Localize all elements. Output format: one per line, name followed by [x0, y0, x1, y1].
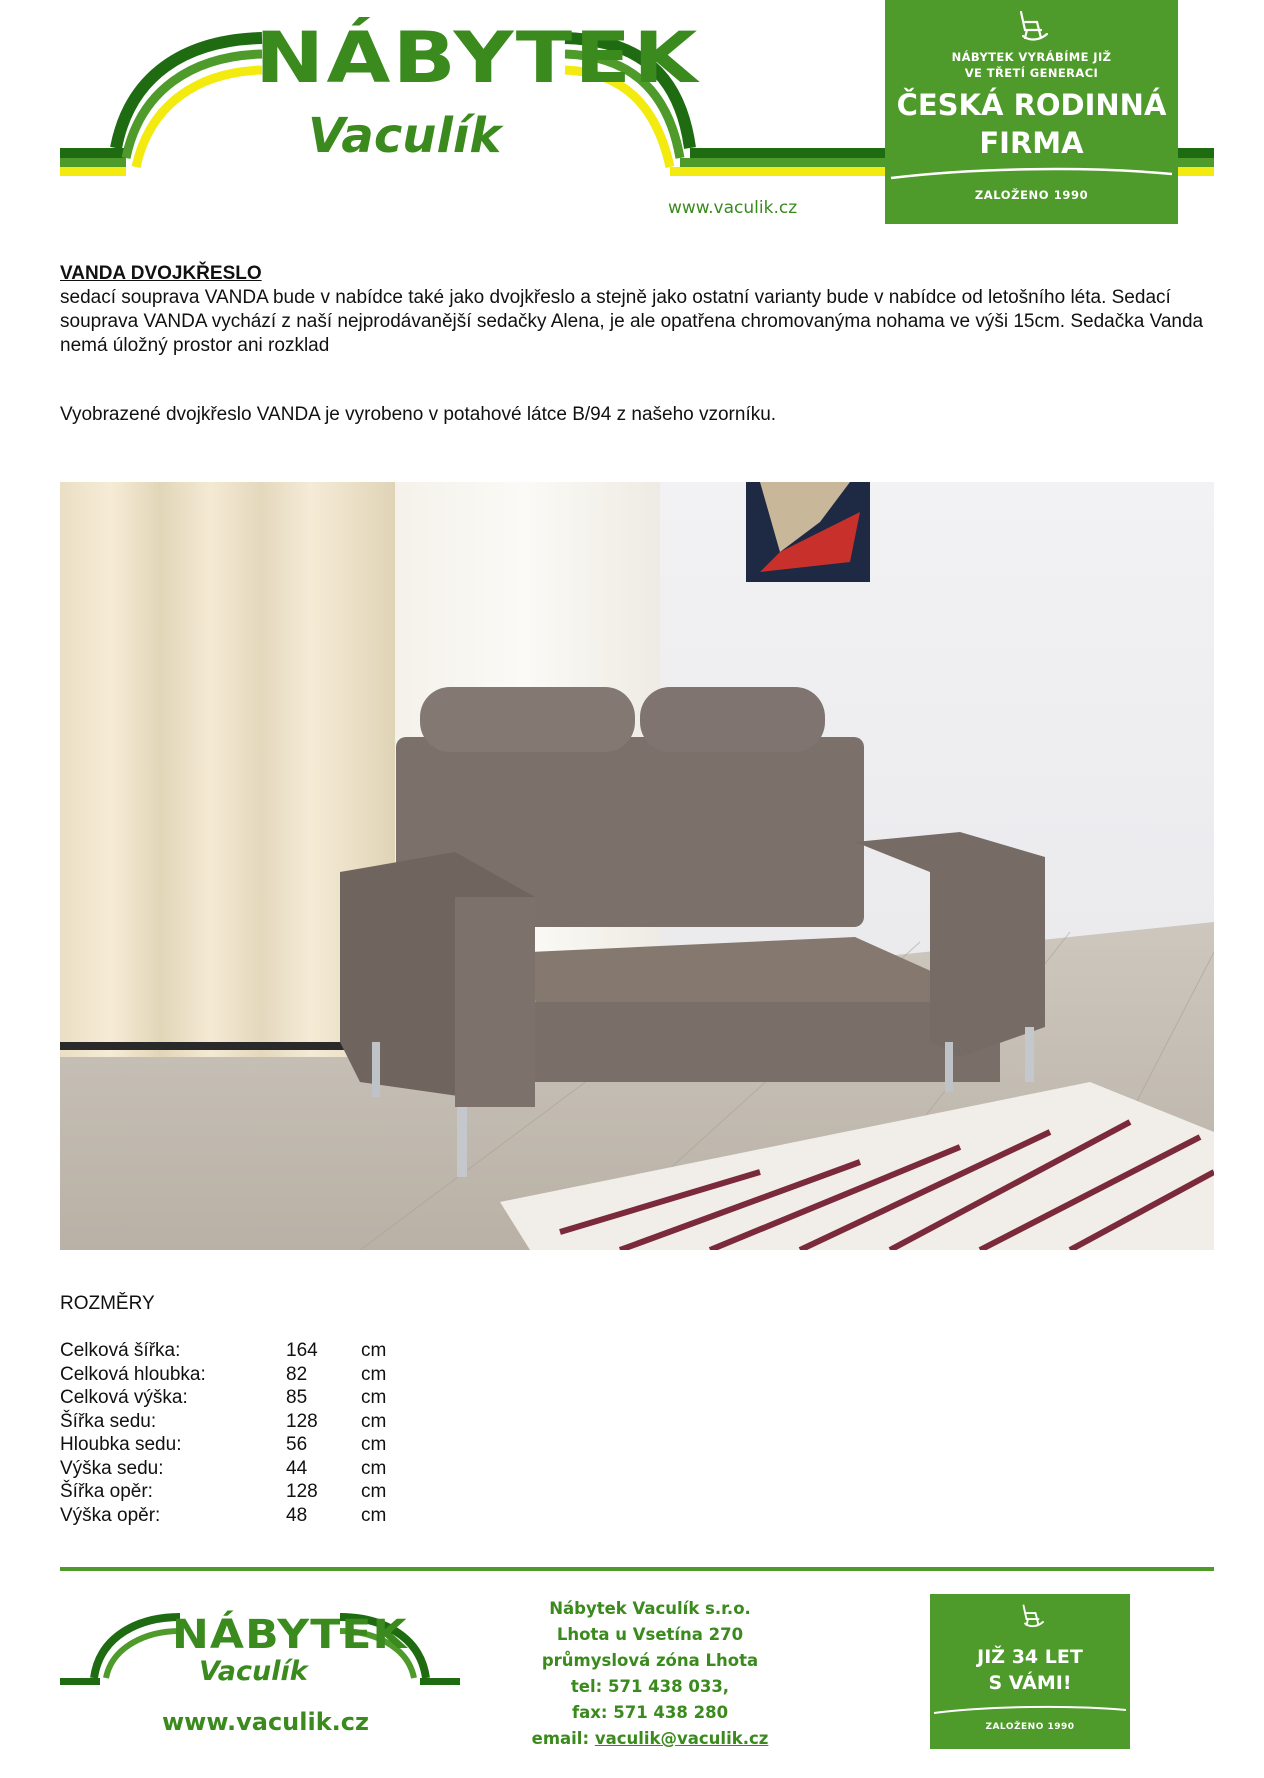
dimension-row: [60, 1457, 386, 1481]
page-header: [0, 0, 1264, 230]
address-line-2: průmyslová zóna Lhota: [541, 1651, 759, 1670]
badge-founded-year: ZALOŽENO 1990: [974, 188, 1089, 202]
dimension-value: 82: [286, 1363, 308, 1385]
dimension-row: [60, 1363, 386, 1387]
dimension-label: Výška sedu:: [60, 1457, 164, 1479]
header-website-link[interactable]: www.vaculik.cz: [668, 198, 798, 218]
dimension-unit: cm: [361, 1457, 387, 1479]
dimensions-table: [60, 1339, 386, 1527]
email-link[interactable]: vaculik@vaculik.cz: [594, 1729, 769, 1748]
rocking-chair-icon: [1016, 1602, 1046, 1630]
badge-headline-1: ČESKÁ RODINNÁ: [896, 88, 1167, 122]
badge-tagline-1: NÁBYTEK VYRÁBÍME JIŽ: [951, 50, 1112, 64]
dimension-row: [60, 1386, 386, 1410]
dimension-label: Celková šířka:: [60, 1340, 181, 1361]
dimension-row: [60, 1339, 386, 1363]
email-line: [500, 1726, 800, 1752]
badge-tagline-2: VE TŘETÍ GENERACI: [964, 66, 1099, 80]
dimension-unit: cm: [361, 1363, 387, 1385]
years-badge-line-1: JIŽ 34 LET: [977, 1646, 1083, 1668]
footer-divider: [60, 1567, 1214, 1571]
address-line-1: Lhota u Vsetína 270: [556, 1625, 744, 1644]
rocking-chair-icon: [1011, 8, 1051, 44]
dimension-label: Hloubka sedu:: [60, 1434, 182, 1455]
dimension-unit: cm: [361, 1387, 387, 1408]
dimension-value: 48: [286, 1504, 308, 1526]
dimension-label: Celková výška:: [60, 1387, 188, 1408]
footer-brand-surname: Vaculík: [199, 1656, 308, 1687]
phone-number: tel: 571 438 033,: [570, 1677, 730, 1696]
product-description-text: sedací souprava VANDA bude v nabídce také jako dvojkřeslo a stejně jako ostatní varianty bude v nabídce od letošního léta. Sedací souprava VANDA vychází z naší nejprodávanější sedačky Alena, je ale opatřena chromovanýma nohama ve výši 15cm. Sedačka Vanda nemá úložný prostor ani rozklad: [60, 287, 1204, 356]
dimensions-heading: ROZMĚRY: [60, 1293, 155, 1314]
dimension-row: [60, 1410, 386, 1434]
dimension-row: [60, 1433, 386, 1457]
dimension-unit: cm: [361, 1340, 387, 1361]
dimension-value: 44: [286, 1457, 308, 1479]
email-label: email:: [531, 1729, 595, 1748]
badge-divider-curve: [930, 1702, 1130, 1718]
years-badge-founded: ZALOŽENO 1990: [985, 1722, 1075, 1732]
dimension-row: [60, 1480, 386, 1504]
badge-divider-curve: [885, 162, 1178, 186]
brand-surname: Vaculík: [308, 108, 502, 164]
dimension-value: 85: [286, 1387, 308, 1408]
contact-block: [500, 1596, 800, 1752]
dimension-value: 128: [286, 1410, 318, 1432]
dimension-label: Šířka opěr:: [60, 1481, 153, 1502]
fabric-note: Vyobrazené dvojkřeslo VANDA je vyrobeno v potahové látce B/94 z našeho vzorníku.: [60, 404, 777, 425]
dimension-value: 128: [286, 1481, 318, 1502]
dimension-value: 164: [286, 1340, 318, 1361]
company-name: Nábytek Vaculík s.r.o.: [549, 1599, 751, 1618]
dimension-unit: cm: [361, 1504, 387, 1526]
brand-name: NÁBYTEK: [255, 17, 700, 99]
dimension-row: [60, 1504, 386, 1528]
family-company-badge: [885, 0, 1178, 224]
badge-headline-2: FIRMA: [979, 126, 1084, 160]
footer-website-link[interactable]: www.vaculik.cz: [162, 1708, 369, 1736]
dimension-value: 56: [286, 1434, 308, 1455]
years-badge: [930, 1594, 1130, 1749]
years-badge-line-2: S VÁMI!: [988, 1672, 1072, 1694]
dimension-unit: cm: [361, 1410, 387, 1432]
dimension-label: Výška opěr:: [60, 1504, 161, 1526]
dimension-unit: cm: [361, 1481, 387, 1502]
dimension-unit: cm: [361, 1434, 387, 1455]
fax-number: fax: 571 438 280: [571, 1703, 729, 1722]
product-description: [60, 262, 1210, 358]
product-title: VANDA DVOJKŘESLO: [60, 263, 262, 284]
footer-brand-name: NÁBYTEK: [172, 1612, 408, 1658]
product-photo: [60, 482, 1214, 1250]
dimension-label: Šířka sedu:: [60, 1410, 157, 1432]
dimension-label: Celková hloubka:: [60, 1363, 206, 1385]
